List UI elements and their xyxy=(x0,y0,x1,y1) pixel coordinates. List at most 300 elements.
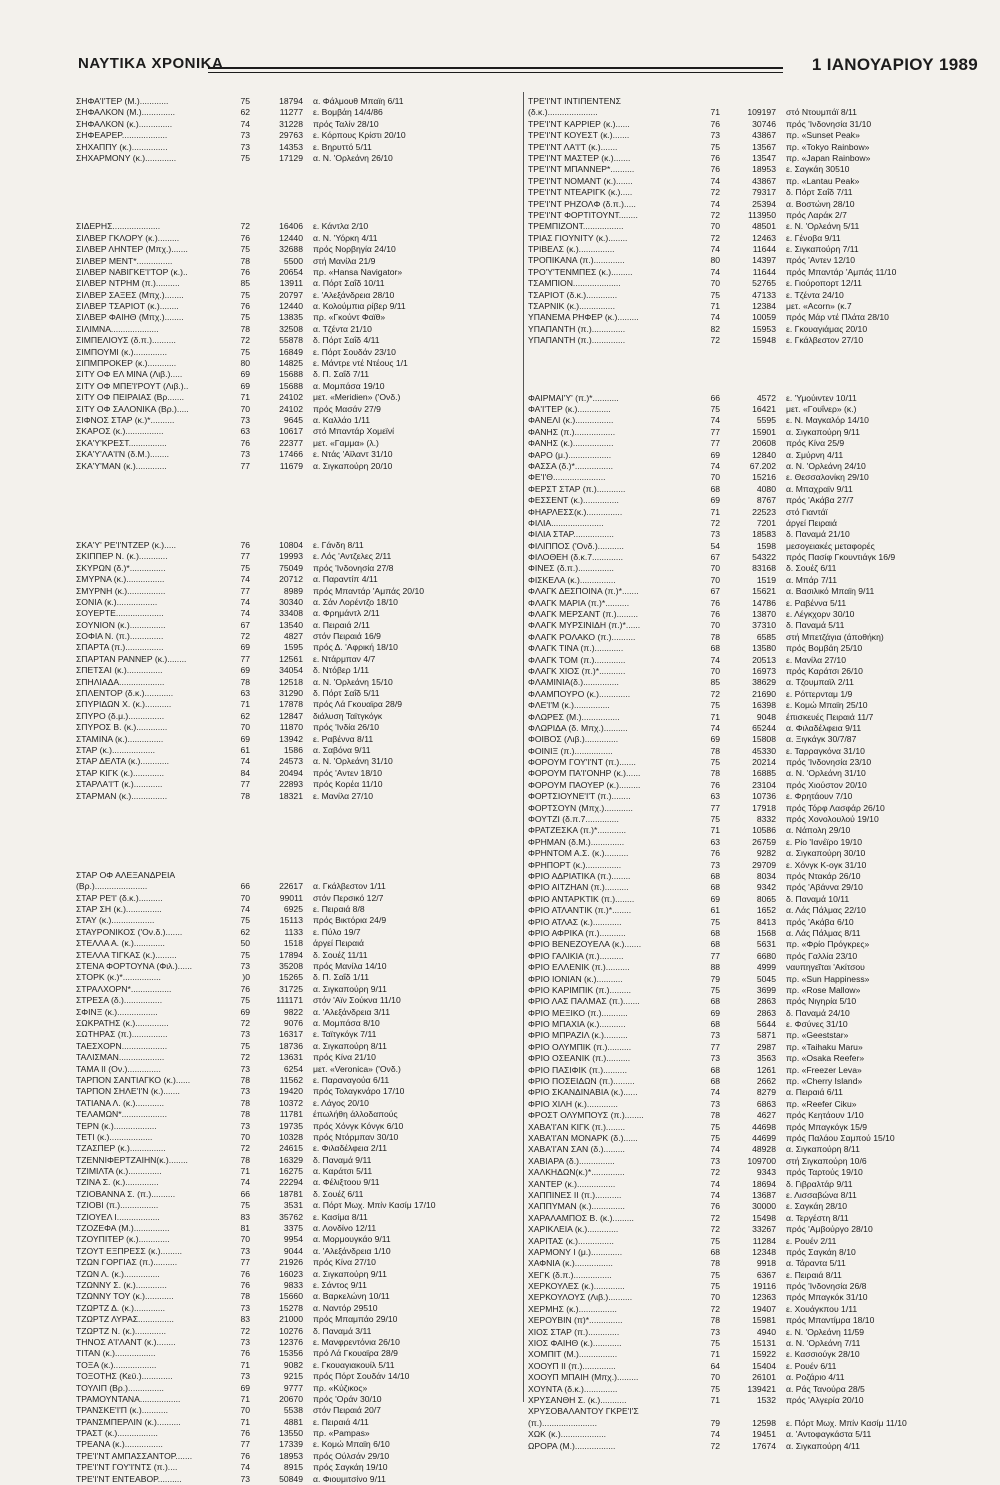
build-year: 69 xyxy=(240,380,250,391)
position-report: πρός Μανίλα 14/10 xyxy=(313,961,387,972)
position-report: πρός 'Αλγερία 20/10 xyxy=(786,1394,864,1405)
tonnage: 83168 xyxy=(752,563,776,574)
ship-entry xyxy=(76,915,516,926)
position-report: πρό Λά Γκουαϊρα 28/9 xyxy=(313,1348,398,1359)
ship-name: ΣΤΑΡ (κ.).................. xyxy=(76,744,156,755)
tonnage: 12598 xyxy=(752,1417,776,1428)
ship-name: ΧΙΟΣ ΦΑΙΗΘ (κ.)............ xyxy=(528,1338,622,1349)
ship-name: ΣΤΑΥ (κ.).................. xyxy=(76,915,155,926)
build-year: 75 xyxy=(710,141,720,152)
ship-entry xyxy=(76,654,516,665)
position-report: α. Μπάρ 7/11 xyxy=(786,574,838,585)
build-year: 73 xyxy=(710,529,720,540)
position-report: ε. Γκάλβεστον 27/10 xyxy=(786,335,864,346)
position-report: α. Σιγκαπούρη 30/10 xyxy=(786,848,866,859)
tonnage: 14353 xyxy=(279,141,303,152)
ship-name: ΤΟΞΑ (κ.).................. xyxy=(76,1359,157,1370)
ship-entry xyxy=(528,1292,988,1303)
tonnage: 11870 xyxy=(279,722,303,733)
tonnage: 25394 xyxy=(752,198,776,209)
ship-name: ΤΡΟ'Υ'ΤΕΝΜΠΕΣ (κ.)......... xyxy=(528,266,633,277)
ship-name: ΤΖΩΝΝΥ Σ. (κ.)............. xyxy=(76,1279,167,1290)
tonnage: 17339 xyxy=(279,1439,303,1450)
ship-entry xyxy=(528,1395,988,1406)
position-report: πρός Μπαντάρ 'Αμπάς 11/10 xyxy=(786,266,897,277)
tonnage: 13687 xyxy=(752,1189,776,1200)
tonnage: 20608 xyxy=(752,438,776,449)
ship-entry xyxy=(528,780,988,791)
tonnage: 1652 xyxy=(756,905,776,916)
ship-name: ΦΡΙΟ ΒΕΝΕΖΟΥΕΛΑ (κ.)....... xyxy=(528,939,642,950)
ship-entry xyxy=(528,575,988,586)
build-year: 74 xyxy=(710,1087,720,1098)
tonnage: 24102 xyxy=(279,403,303,414)
ship-name: ΦΟΡΟΥΜ ΠΑΟΥΕΡ (κ.)......... xyxy=(528,779,641,790)
tonnage: 10059 xyxy=(752,312,776,323)
build-year: 71 xyxy=(240,699,250,710)
tonnage: 52765 xyxy=(752,278,776,289)
build-year: 72 xyxy=(710,1212,720,1223)
position-report: πρός 'Ινδονησία 26/8 xyxy=(786,1281,867,1292)
tonnage: 10804 xyxy=(279,539,303,550)
build-year: 78 xyxy=(710,768,720,779)
build-year: 78 xyxy=(240,255,250,266)
ship-name: ΣΤΑΡ ΟΦ ΑΛΕΞΑΝΔΡΕΙΑ xyxy=(76,869,176,880)
ship-entry xyxy=(76,461,516,472)
build-year: 75 xyxy=(710,1338,720,1349)
position-report: άργεί Πειραιά xyxy=(786,517,837,528)
build-year: 78 xyxy=(710,1315,720,1326)
ship-entry xyxy=(528,860,988,871)
build-year: 75 xyxy=(710,289,720,300)
ship-name: ΣΗΧΑΡΜΟΝΥ (κ.)............. xyxy=(76,152,177,163)
position-report: α. Φιουμιτσίνο 9/11 xyxy=(313,1473,386,1484)
ship-entry xyxy=(76,324,516,335)
tonnage: 16406 xyxy=(279,221,303,232)
position-report: πρός Ταλίν 28/10 xyxy=(313,118,379,129)
ship-entry xyxy=(76,1303,516,1314)
ship-name: ΦΕ'Ι'Θ...................... xyxy=(528,472,606,483)
position-report: δ. Σουέζ 6/11 xyxy=(313,1188,364,1199)
ship-name: ΤΖΩΡΤΖ ΛΥΡΑΣ............... xyxy=(76,1314,174,1325)
position-report: πρός Μπαντάρ 'Αμπάς 20/10 xyxy=(313,585,425,596)
ship-name: ΣΗΧΑΠΠΥ (κ.)............... xyxy=(76,141,168,152)
tonnage: 5500 xyxy=(283,255,303,266)
position-report: ε. Λάγος 20/10 xyxy=(313,1097,369,1108)
ship-name: ΣΩΚΡΑΤΗΣ (κ.).............. xyxy=(76,1018,169,1028)
build-year: 83 xyxy=(240,1314,250,1325)
tonnage: 4572 xyxy=(756,392,776,403)
build-year: 73 xyxy=(240,1302,250,1313)
build-year: 77 xyxy=(240,779,250,790)
tonnage: 26759 xyxy=(752,836,776,847)
position-report: α. Πειραιά 6/11 xyxy=(786,1087,843,1098)
build-year: 72 xyxy=(710,688,720,699)
tonnage: 8034 xyxy=(756,871,776,881)
ship-entry xyxy=(528,1429,988,1440)
build-year: 74 xyxy=(240,574,250,585)
ship-name: (π.)....................... xyxy=(528,1417,597,1428)
build-year: 76 xyxy=(710,848,720,859)
position-report: α. Σιγκαπούρη 9/11 xyxy=(313,983,387,994)
ship-name: ΤΡΕ'Ι'ΝΤ ΚΑΡΡΙΕΡ (κ.)...... xyxy=(528,118,630,129)
position-report: πρός Κίνα 21/10 xyxy=(313,1052,376,1063)
build-year: 71 xyxy=(240,392,250,403)
build-year: 72 xyxy=(710,335,720,346)
build-year: 74 xyxy=(710,1144,720,1155)
tonnage: 12561 xyxy=(279,653,303,664)
ship-name: ΤΡΙΒΕΛΣ (κ.)............... xyxy=(528,244,615,255)
tonnage: 33267 xyxy=(752,1224,776,1235)
ship-entry xyxy=(528,666,988,677)
ship-entry xyxy=(528,1247,988,1258)
tonnage: 44699 xyxy=(752,1132,776,1143)
ship-entry xyxy=(76,96,516,107)
ship-entry xyxy=(76,1143,516,1154)
tonnage: 15131 xyxy=(752,1338,776,1349)
tonnage: 15216 xyxy=(752,472,776,483)
ship-entry xyxy=(76,1280,516,1291)
ship-entry xyxy=(76,1439,516,1450)
ship-entry xyxy=(76,1018,516,1029)
tonnage: 15901 xyxy=(752,426,776,437)
ship-name: ΤΖΙΟΒΙ (π.)................ xyxy=(76,1200,159,1211)
tonnage: 13631 xyxy=(279,1052,303,1063)
build-year: 71 xyxy=(240,1166,250,1177)
ship-name: ΧΑΡΙΚΛΕΙΑ (κ.)............. xyxy=(528,1224,619,1235)
tonnage: 30746 xyxy=(752,118,776,129)
ship-entry xyxy=(528,791,988,802)
position-report: ε. Βομβάη 14/4/86 xyxy=(313,107,383,118)
build-year: 74 xyxy=(240,904,250,915)
position-report: μεσογειακές μεταφορές xyxy=(786,540,875,551)
build-year: 76 xyxy=(240,983,250,994)
ship-entry xyxy=(76,881,516,892)
build-year: 74 xyxy=(710,722,720,733)
position-report: πρός Μάρ ντέ Πλάτα 28/10 xyxy=(786,312,889,323)
ship-entry xyxy=(528,335,988,346)
build-year: 80 xyxy=(710,255,720,266)
ship-entry xyxy=(76,1269,516,1280)
tonnage: 16973 xyxy=(752,665,776,676)
ship-name: ΤΖΟΖΕΦΑ (Μ.)............... xyxy=(76,1223,170,1234)
ship-entry xyxy=(76,1132,516,1143)
ship-entry xyxy=(76,1337,516,1348)
ship-entry xyxy=(528,142,988,153)
tonnage: 12440 xyxy=(279,301,303,312)
position-report: α. Σάν Λορέντζο 18/10 xyxy=(313,596,398,607)
ship-name: ΤΡΕ'Ι'ΝΤ ΡΗΖΟΛΦ (δ.π.)..... xyxy=(528,198,636,209)
ship-entry xyxy=(76,791,516,802)
position-report: α. Γκάλβεστον 1/11 xyxy=(313,881,386,892)
position-report: α. Καράτσι 5/11 xyxy=(313,1166,373,1177)
position-report: α. Βοστώνη 28/10 xyxy=(786,198,855,209)
ship-entry xyxy=(76,927,516,938)
ship-name: ΤΖΟΥΤ ΕΞΠΡΕΣΣ (κ.)......... xyxy=(76,1245,183,1256)
build-year: 73 xyxy=(240,1086,250,1097)
build-year: 73 xyxy=(240,130,250,141)
build-year: 72 xyxy=(240,1018,250,1028)
ship-group xyxy=(528,393,988,1452)
build-year: 75 xyxy=(710,1121,720,1132)
position-report: πρός 'Αντεν 18/10 xyxy=(313,767,383,778)
tonnage: 15265 xyxy=(279,972,303,983)
tonnage: 16398 xyxy=(752,700,776,711)
ship-name: ΤΖΩΡΤΖ Δ. (κ.)............. xyxy=(76,1302,166,1313)
tonnage: 13835 xyxy=(279,312,303,323)
ship-name: ΣΜΥΡΝΗ (κ.)................ xyxy=(76,585,166,596)
tonnage: 1532 xyxy=(756,1394,776,1405)
position-report: ε. Ταρραγκόνα 31/10 xyxy=(786,745,865,756)
ship-name: ΣΤΕΝΑ ΦΟΡΤΟΥΝΑ (Φιλ.)...... xyxy=(76,961,193,972)
ship-entry xyxy=(76,688,516,699)
ship-entry xyxy=(528,393,988,404)
position-report: δ. Ντόβερ 1/11 xyxy=(313,665,370,676)
build-year: 68 xyxy=(710,1076,720,1087)
position-report: ε. Μανίλα 27/10 xyxy=(313,790,373,801)
build-year: 78 xyxy=(710,1258,720,1269)
ship-entry xyxy=(528,164,988,175)
position-report: α. Ράς Τανούρα 28/5 xyxy=(786,1383,865,1394)
ship-entry xyxy=(76,107,516,118)
ship-name: ΦΗΑΡΛΕΣΣ(κ.)............... xyxy=(528,506,623,517)
build-year: 76 xyxy=(710,152,720,163)
position-report: δ. Παναμά 24/10 xyxy=(786,1007,850,1018)
position-report: α. Σιγκαπούρη 9/11 xyxy=(786,426,860,437)
ship-name: ΤΡΟΠΙΚΑΝΑ (π.)............. xyxy=(528,255,625,266)
ship-entry xyxy=(528,609,988,620)
tonnage: 15621 xyxy=(752,586,776,597)
ship-name: ΦΑΝΗΣ (π.)................. xyxy=(528,426,616,437)
tonnage: 15404 xyxy=(752,1360,776,1371)
build-year: 73 xyxy=(240,449,250,460)
ship-name: ΤΑΕΣΧΟΡΝ................... xyxy=(76,1040,168,1051)
build-year: 75 xyxy=(710,1383,720,1394)
build-year: 70 xyxy=(710,620,720,631)
ship-entry xyxy=(528,803,988,814)
tonnage: 6680 xyxy=(756,950,776,961)
ship-entry xyxy=(528,518,988,529)
position-report: πρός Μπαμπάο 29/10 xyxy=(313,1314,398,1325)
build-year: 76 xyxy=(240,301,250,312)
ship-name: ΣΚΙΠΠΕΡ Ν. (κ.)............ xyxy=(76,551,168,562)
build-year: 72 xyxy=(240,1052,250,1063)
build-year: 84 xyxy=(240,767,250,778)
position-report: δ. Παναμά 10/11 xyxy=(786,893,850,904)
ship-name: ΧΑΡΑΛΑΜΠΟΣ Β. (κ.)......... xyxy=(528,1212,634,1223)
ship-entry xyxy=(528,484,988,495)
position-report: α. Ν. 'Υόρκη 4/11 xyxy=(313,232,378,243)
position-report: α. Πόρτ Μωχ. Μπίν Κασίμ 17/10 xyxy=(313,1200,436,1211)
position-report: ε. Ν. 'Ορλεάνη 11/59 xyxy=(786,1326,865,1337)
position-report: α. Πόρτ Σαΐδ 10/11 xyxy=(313,278,385,289)
ship-entry xyxy=(76,1462,516,1473)
ship-entry xyxy=(528,620,988,631)
ship-name: ΧΟΟΥΠ ΙΙ (π.).............. xyxy=(528,1360,616,1371)
ship-entry xyxy=(76,620,516,631)
build-year: 71 xyxy=(710,1394,720,1405)
build-year: 69 xyxy=(710,495,720,506)
ship-entry xyxy=(76,1246,516,1257)
ship-entry xyxy=(76,438,516,449)
build-year: 71 xyxy=(710,1349,720,1360)
position-report: α. Ν. 'Ορλεάνη 24/10 xyxy=(786,460,866,471)
build-year: 72 xyxy=(710,1440,720,1451)
position-report: α. Βασιλικό Μπαϊη 9/11 xyxy=(786,586,875,597)
position-report: πρός Γαλλία 23/10 xyxy=(786,950,858,961)
ship-name: ΦΡΙΟ ΟΛΥΜΠΙΚ (π.).......... xyxy=(528,1041,632,1052)
tonnage: 12376 xyxy=(279,1336,303,1347)
ship-name: ΦΛΑΓΚ ΜΥΡΣΙΝΙΔΗ (π.)*...... xyxy=(528,620,641,631)
build-year: 82 xyxy=(710,323,720,334)
ship-name: ΣΠΑΡΤΑ (π.)................ xyxy=(76,642,164,653)
build-year: 75 xyxy=(710,403,720,414)
ship-name: ΦΟΡΤΣΟΥΝ (Μπχ.)............ xyxy=(528,802,633,813)
position-report: α. Ν. 'Ορλεάνη 7/11 xyxy=(786,1338,861,1349)
ship-name: ΥΠΑΝΕΜΑ ΡΗΦΕΡ (κ.)......... xyxy=(528,312,639,323)
ship-entry xyxy=(76,404,516,415)
position-report: πρός Μπαντίμρα 18/10 xyxy=(786,1315,875,1326)
ship-entry xyxy=(76,779,516,790)
ship-name: ΦΙΛΙΠΠΟΣ ('Ονδ.)........... xyxy=(528,540,624,551)
build-year: 75 xyxy=(240,289,250,300)
ship-entry xyxy=(76,768,516,779)
ship-name: ΣΙΛΒΕΡ ΝΑΒΙΓΚΕ'Ι'ΤΟΡ (κ.).. xyxy=(76,266,188,277)
build-year: 66 xyxy=(710,392,720,403)
tonnage: 45330 xyxy=(752,745,776,756)
tonnage: 10617 xyxy=(279,426,303,437)
ship-entry xyxy=(528,415,988,426)
position-report: στόν Πειραιά 20/7 xyxy=(313,1405,381,1416)
build-year: 72 xyxy=(710,517,720,528)
position-report: α. Φάλμουθ Μπαϊη 6/11 xyxy=(313,96,404,106)
ship-entry xyxy=(528,244,988,255)
position-report: ε. Φσύνες 31/10 xyxy=(786,1019,848,1030)
build-year: 73 xyxy=(240,1473,250,1484)
ship-name: ΤΙΤΑΝ (κ.)................. xyxy=(76,1348,156,1359)
tonnage: 2662 xyxy=(756,1076,776,1087)
position-report: ε. Πειραιά 4/11 xyxy=(313,1416,369,1427)
position-report: ε. Γκουαγιακουίλ 5/11 xyxy=(313,1359,395,1370)
build-year: 66 xyxy=(240,881,250,892)
build-year: 75 xyxy=(710,1132,720,1143)
ship-entry xyxy=(528,712,988,723)
tonnage: 34054 xyxy=(279,665,303,676)
ship-name: ΦΡΙΟ ΑΤΛΑΣ (κ.)............ xyxy=(528,916,622,927)
build-year: 73 xyxy=(710,1098,720,1109)
ship-entry xyxy=(76,244,516,255)
position-report: ε. Ρουέν 6/11 xyxy=(786,1360,837,1371)
ship-name: ΦΡΙΟ ΑΝΤΑΡΚΤΙΚ (π.)........ xyxy=(528,893,635,904)
position-report: ε. Ταϊτγκόγκ 7/11 xyxy=(313,1029,377,1040)
build-year: 71 xyxy=(240,1416,250,1427)
tonnage: 19116 xyxy=(752,1281,776,1292)
ship-name: ΣΙΠΜΠΡΟΚΕΡ (κ.)............ xyxy=(76,358,177,369)
ship-name: ΦΛΩΡΕΣ (Μ.)................ xyxy=(528,711,620,722)
ship-entry xyxy=(76,1326,516,1337)
ship-name: ΧΑΡΙΤΑΣ (κ.)............... xyxy=(528,1235,614,1246)
ship-entry xyxy=(76,608,516,619)
position-report: α. Τάραντα 5/11 xyxy=(786,1258,846,1269)
ship-name: ΤΡΕ'Ι'ΝΤ ΝΤΕΑΡΙΓΚ (κ.)..... xyxy=(528,187,633,198)
ship-name: ΥΠΑΠΑΝΤΗ (π.).............. xyxy=(528,335,626,346)
ship-entry xyxy=(528,1418,988,1429)
ship-group xyxy=(76,540,516,802)
position-report: πρός Μασάν 27/9 xyxy=(313,403,381,414)
ship-name: ΦΛΑΓΚ ΡΟΛΑΚΟ (π.).......... xyxy=(528,631,636,642)
position-report: α. Ν. 'Ορλεάνη 31/10 xyxy=(786,768,866,779)
ship-entry xyxy=(76,233,516,244)
build-year: 76 xyxy=(240,437,250,448)
ship-name: ΧΟΟΥΠ ΜΠΑΙΗ (Μπχ.)......... xyxy=(528,1372,639,1383)
tonnage: 17674 xyxy=(752,1440,776,1451)
ship-entry xyxy=(528,1030,988,1041)
build-year: 69 xyxy=(710,449,720,460)
tonnage: 1586 xyxy=(283,744,303,755)
ship-name: ΣΠΕΤΣΑΙ (κ.)............... xyxy=(76,665,163,676)
position-report: α. Μορμουγκάο 9/11 xyxy=(313,1234,391,1245)
ship-name: ΦΡΙΟ ΠΑΣΙΦΙΚ (π.).......... xyxy=(528,1064,627,1075)
ship-entry xyxy=(528,1019,988,1030)
ship-entry xyxy=(528,1042,988,1053)
ship-entry xyxy=(76,1041,516,1052)
position-report: πρός Μπαγκόκ 31/10 xyxy=(786,1292,868,1303)
build-year: 75 xyxy=(240,949,250,960)
position-report: ε. Χουάγκπου 1/11 xyxy=(786,1303,858,1314)
position-report: πρός Σαγκάη 8/10 xyxy=(786,1246,856,1257)
build-year: 63 xyxy=(710,836,720,847)
ship-entry xyxy=(76,1383,516,1394)
tonnage: 3531 xyxy=(283,1200,303,1211)
build-year: 74 xyxy=(710,654,720,665)
tonnage: 8915 xyxy=(283,1462,303,1473)
ship-entry xyxy=(76,1451,516,1462)
ship-name: ΤΗΝΟΣ Α'Ι'ΛΑΝΤ (κ.)........ xyxy=(76,1336,176,1347)
ship-name: ΧΑΒΙΑΡΑ (δ.)............... xyxy=(528,1155,615,1166)
tonnage: 18781 xyxy=(279,1188,303,1199)
ship-entry xyxy=(76,290,516,301)
ship-name: ΣΟΦΙΑ Ν. (π.).............. xyxy=(76,631,164,642)
ship-name: ΤΖΑΣΠΕΡ (κ.)............... xyxy=(76,1143,166,1154)
ship-entry xyxy=(528,1258,988,1269)
ship-name: ΧΕΡΜΗΣ (κ.)................ xyxy=(528,1303,617,1314)
ship-name: ΤΡΕ'Ι'ΝΤ ΕΝΤΕΑΒΟΡ.......... xyxy=(76,1473,182,1484)
ship-entry xyxy=(76,1474,516,1485)
tonnage: 111171 xyxy=(276,995,303,1006)
position-report: ε. Ραβέννα 5/11 xyxy=(786,597,847,608)
ship-name: ΤΖΩΝ ΓΟΡΓΙΑΣ (π.).......... xyxy=(76,1257,178,1268)
tonnage: 29763 xyxy=(279,130,303,141)
ship-name: ΦΑΝΕΛΙ (κ.)................ xyxy=(528,415,614,426)
ship-entry xyxy=(528,723,988,734)
build-year: 73 xyxy=(240,1371,250,1382)
position-report: πρός Ντακάρ 26/10 xyxy=(786,871,861,881)
tonnage: 13550 xyxy=(279,1428,303,1439)
build-year: 69 xyxy=(710,734,720,745)
position-report: πρός Ντόρμπαν 30/10 xyxy=(313,1131,399,1142)
build-year: 77 xyxy=(710,438,720,449)
ship-name: ΦΙΣΚΕΛΑ (κ.)............... xyxy=(528,574,616,585)
position-report: δ. Πόρτ Σαΐδ 5/11 xyxy=(313,688,380,699)
ship-name: ΣΙΤΥ ΟΦ ΣΑΛΟΝΙΚΑ (Βρ.)..... xyxy=(76,403,189,414)
position-report: α. Κολούμπια ρίβερ 9/11 xyxy=(313,301,406,312)
tonnage: 19407 xyxy=(752,1303,776,1314)
tonnage: 20712 xyxy=(279,574,303,585)
ship-name: ΧΑΛΚΗΔΩΝ(κ.)*.............. xyxy=(528,1167,625,1178)
ship-entry xyxy=(76,551,516,562)
build-year: 73 xyxy=(240,1029,250,1040)
tonnage: 18694 xyxy=(752,1178,776,1189)
